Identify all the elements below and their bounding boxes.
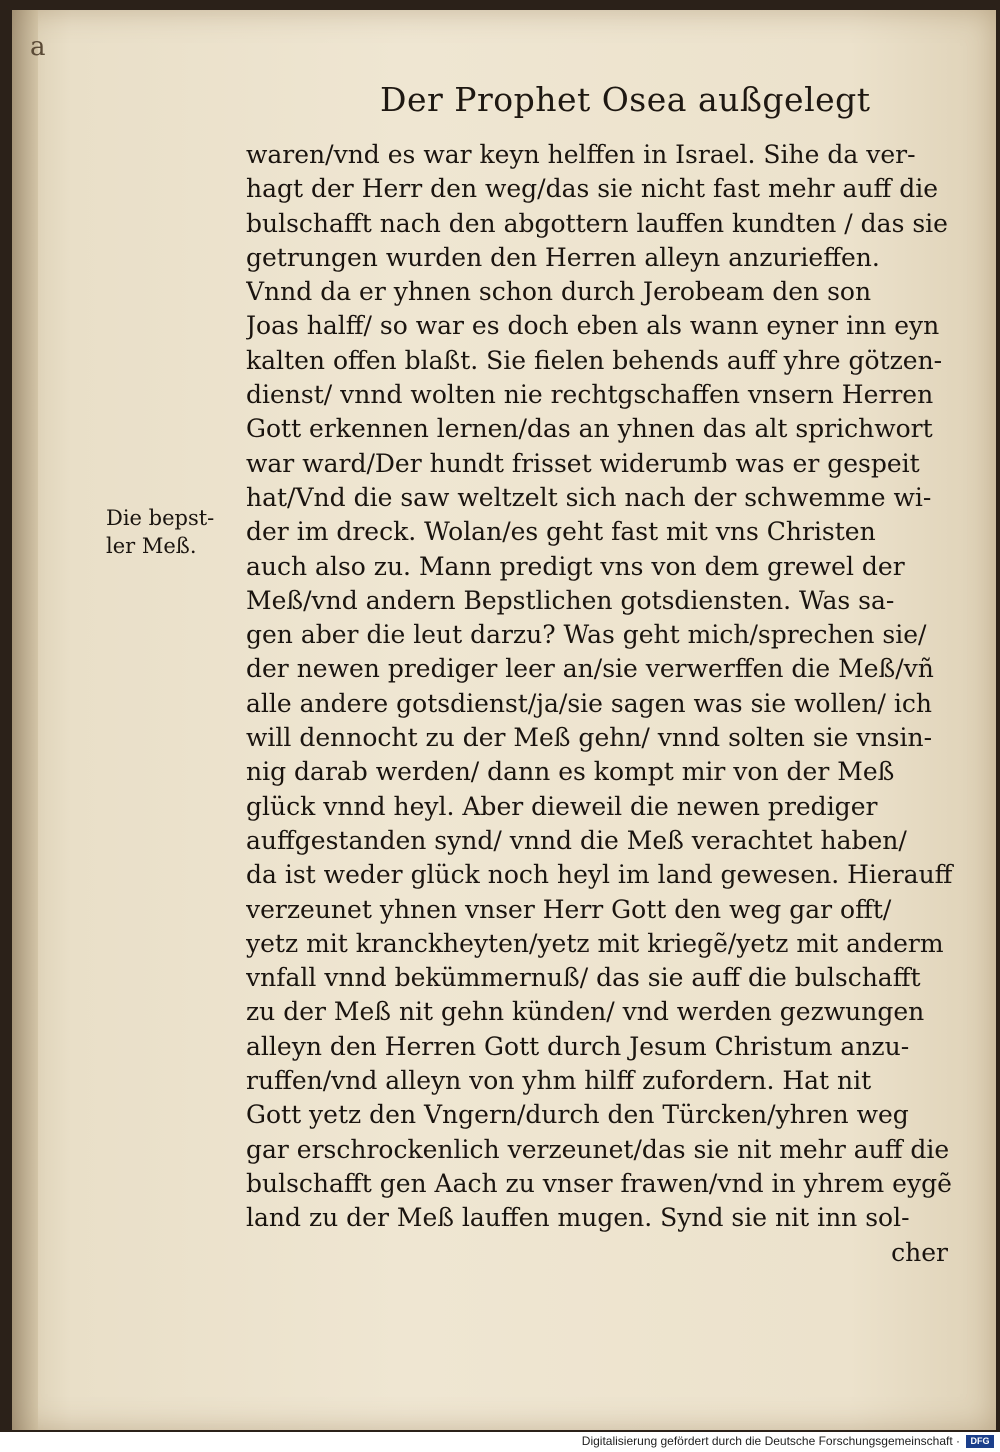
text-line: der im dreck. Wolan/es geht fast mit vns Christen (246, 517, 876, 547)
text-line: zu der Meß nit gehn künden/ vnd werden gezwungen (246, 997, 925, 1027)
text-line: Gott yetz den Vngern/durch den Türcken/yhren weg (246, 1100, 909, 1130)
text-line: Vnnd da er yhnen schon durch Jerobeam den son (246, 277, 872, 307)
text-line: der newen prediger leer an/sie verwerffen die Meß/vñ (246, 654, 934, 684)
text-line: Meß/vnd andern Bepstlichen gotsdiensten. Was sa- (246, 585, 895, 615)
text-line: alle andere gotsdienst/ja/sie sagen was sie wollen/ ich (246, 688, 932, 718)
running-head: Der Prophet Osea außgelegt (380, 80, 871, 119)
text-line: bulschafft nach den abgottern lauffen kundten / das sie (246, 208, 948, 238)
text-line: will dennocht zu der Meß gehn/ vnnd solten sie vnsin- (246, 723, 933, 753)
text-line: yetz mit kranckheyten/yetz mit kriegẽ/yetz mit anderm (246, 928, 944, 958)
marginal-note-line: Die bepst- (106, 506, 215, 530)
text-line: war ward/Der hundt frisset widerumb was er gespeit (246, 448, 920, 478)
text-line: alleyn den Herren Gott durch Jesum Christum anzu- (246, 1031, 910, 1061)
text-line: kalten offen blaßt. Sie fielen behends auff yhre götzen- (246, 345, 943, 375)
dfg-logo-icon: DFG (966, 1435, 994, 1448)
footer-credit: Digitalisierung gefördert durch die Deutsche Forschungsgemeinschaft · (581, 1434, 960, 1448)
text-line: verzeunet yhnen vnser Herr Gott den weg gar offt/ (246, 894, 892, 924)
corner-mark: a (30, 32, 46, 62)
text-line: nig darab werden/ dann es kompt mir von der Meß (246, 757, 895, 787)
text-line: getrungen wurden den Herren alleyn anzurieffen. (246, 242, 880, 272)
text-line: gar erschrockenlich verzeunet/das sie nit mehr auff die (246, 1134, 950, 1164)
text-line: hat/Vnd die saw weltzelt sich nach der schwemme wi- (246, 482, 932, 512)
text-line: Gott erkennen lernen/das an yhnen das alt sprichwort (246, 414, 933, 444)
marginal-note (106, 504, 236, 560)
marginal-note-line: ler Meß. (106, 534, 197, 558)
text-line: vnfall vnnd bekümmernuß/ das sie auff die bulschafft (246, 963, 921, 993)
text-line: hagt der Herr den weg/das sie nicht fast mehr auff die (246, 174, 939, 204)
text-line: da ist weder glück noch heyl im land gewesen. Hierauff (246, 860, 953, 890)
catchword: cher (891, 1237, 948, 1267)
text-line: ruffen/vnd alleyn von yhm hilff zufordern. Hat nit (246, 1066, 872, 1096)
text-line: waren/vnd es war keyn helffen in Israel. Sihe da ver- (246, 140, 916, 169)
body-text (246, 138, 958, 1270)
text-line: land zu der Meß lauffen mugen. Synd sie nit inn sol- (246, 1203, 910, 1233)
text-line: dienst/ vnnd wolten nie rechtgschaffen vnsern Herren (246, 380, 934, 410)
text-line: gen aber die leut darzu? Was geht mich/sprechen sie/ (246, 620, 927, 650)
page-binding (12, 10, 38, 1430)
text-line: auffgestanden synd/ vnnd die Meß verachtet haben/ (246, 825, 907, 855)
text-line: Joas halff/ so war es doch eben als wann eyner inn eyn (246, 311, 940, 341)
text-line: glück vnnd heyl. Aber dieweil die newen prediger (246, 791, 878, 821)
text-line: auch also zu. Mann predigt vns von dem grewel der (246, 551, 905, 581)
text-line: bulschafft gen Aach zu vnser frawen/vnd in yhrem eygẽ (246, 1168, 952, 1198)
